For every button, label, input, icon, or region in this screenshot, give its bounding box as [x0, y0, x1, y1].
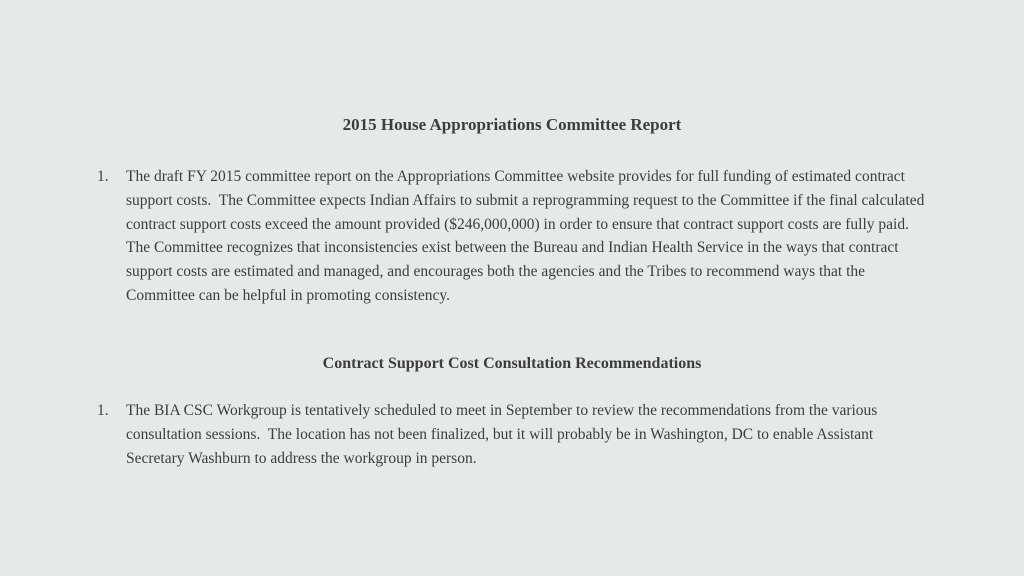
section-1-title: 2015 House Appropriations Committee Report: [342, 115, 682, 134]
section-2-title: Contract Support Cost Consultation Recommendations: [322, 355, 702, 372]
list-item-number: 1.: [97, 402, 109, 419]
list-item-text: The BIA CSC Workgroup is tentatively scheduled to meet in September to review the recommendations from the various consultation sessions. The location has not been finalized, but it will probably be in Washington, DC to enable Assistant Secretary Washburn to address the workgroup in person.: [126, 402, 882, 467]
list-item-number: 1.: [97, 168, 109, 185]
section-2-list-item: [97, 399, 937, 470]
section-1-list-item: [97, 165, 937, 308]
list-item-text: The draft FY 2015 committee report on the Appropriations Committee website provides for full funding of estimated contract support costs. The Committee expects Indian Affairs to submit a reprogramming request to the Committee if the final calculated contract support costs exceed the amount provided ($246,000,000) in order to ensure that contract support costs are fully paid. The Committee recognizes that inconsistencies exist between the Bureau and Indian Health Service in the ways that contract support costs are estimated and managed, and encourages both the agencies and the Tribes to recommend ways that the Committee can be helpful in promoting consistency.: [126, 168, 929, 304]
